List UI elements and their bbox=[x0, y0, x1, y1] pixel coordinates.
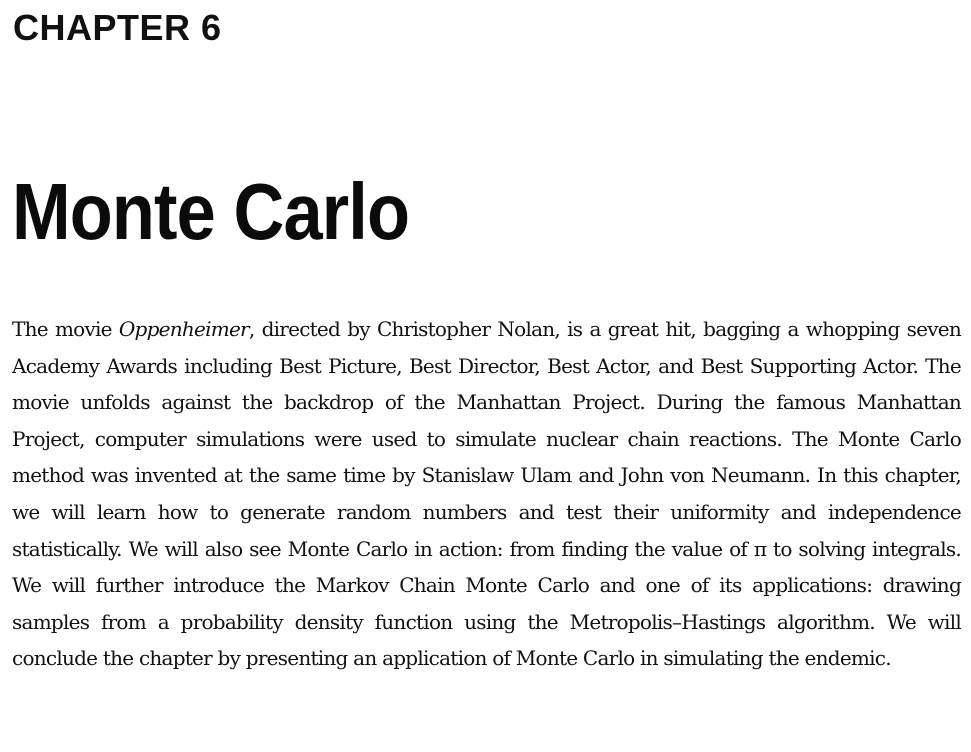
intro-text-start: The movie bbox=[12, 317, 119, 341]
intro-paragraph bbox=[12, 311, 961, 677]
intro-text-rest: , directed by Christopher Nolan, is a great hit, bagging a whopping seven Academy Awards including Best Picture, Best Director, Best Actor, and Best Supporting Actor. The movie unfolds against the backdrop of the Manhattan Project. During the famous Manhattan Project, computer simulations were used to simulate nuclear chain reactions. The Monte Carlo method was invented at the same time by Stanislaw Ulam and John von Neumann. In this chapter, we will learn how to generate random numbers and test their uniformity and independence statistically. We will also see Monte Carlo in action: from finding the value of π to solving integrals. We will further introduce the Markov Chain Monte Carlo and one of its applications: drawing samples from a probability density function using the Metropolis–Hastings algorithm. We will conclude the chapter by presenting an application of Monte Carlo in simulating the endemic. bbox=[12, 317, 961, 671]
movie-title: Oppenheimer bbox=[118, 317, 249, 341]
chapter-title: Monte Carlo bbox=[12, 167, 410, 256]
chapter-label: CHAPTER 6 bbox=[13, 7, 222, 48]
